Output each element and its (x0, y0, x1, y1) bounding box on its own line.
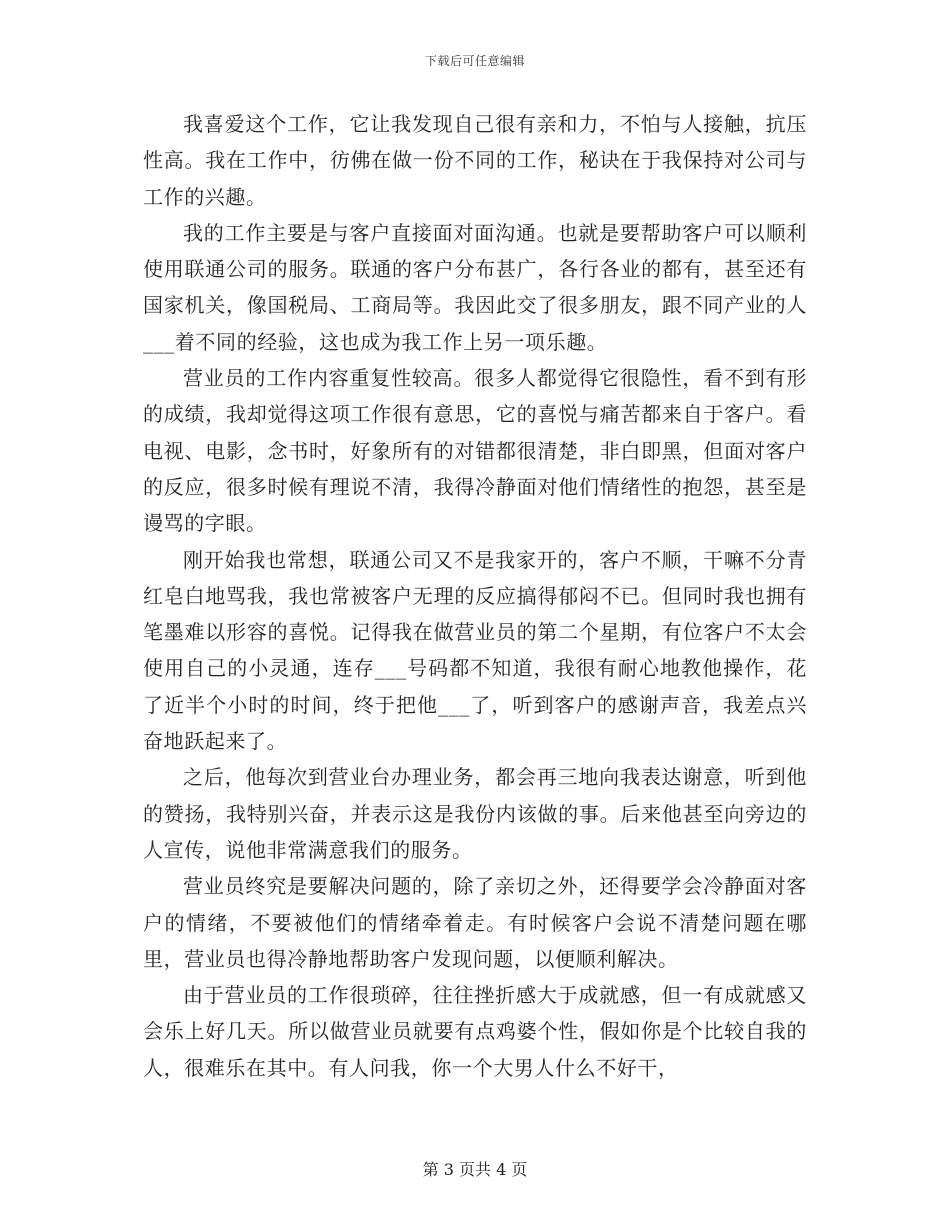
paragraph-7: 由于营业员的工作很琐碎，往往挫折感大于成就感，但一有成就感又会乐上好几天。所以做营业员就要有点鸡婆个性，假如你是个比较自我的人，很难乐在其中。有人问我，你一个大男人什么不好干， (143, 983, 807, 1080)
page-header: 下载后可任意编辑 (424, 54, 525, 68)
document-body (143, 106, 807, 1086)
paragraph-6: 营业员终究是要解决问题的，除了亲切之外，还得要学会冷静面对客户的情绪，不要被他们的情绪牵着走。有时候客户会说不清楚问题在哪里，营业员也得冷静地帮助客户发现问题，以便顺利解决。 (143, 874, 807, 971)
paragraph-1: 我喜爱这个工作，它让我发现自己很有亲和力，不怕与人接触，抗压性高。我在工作中，彷佛在做一份不同的工作，秘诀在于我保持对公司与工作的兴趣。 (143, 112, 807, 209)
paragraph-4: 刚开始我也常想，联通公司又不是我家开的，客户不顺，干嘛不分青红皂白地骂我，我也常被客户无理的反应搞得郁闷不已。但同时我也拥有笔墨难以形容的喜悦。记得我在做营业员的第二个星期，有位客户不太会使用自己的小灵通，连存___号码都不知道，我很有耐心地教他操作，花了近半个小时的时间，终于把他___了，听到客户的感谢声音，我差点兴奋地跃起来了。 (143, 547, 807, 754)
paragraph-3: 营业员的工作内容重复性较高。很多人都觉得它很隐性，看不到有形的成绩，我却觉得这项工作很有意思，它的喜悦与痛苦都来自于客户。看电视、电影，念书时，好象所有的对错都很清楚，非白即黑，但面对客户的反应，很多时候有理说不清，我得冷静面对他们情绪性的抱怨，甚至是谩骂的字眼。 (143, 366, 807, 536)
paragraph-2: 我的工作主要是与客户直接面对面沟通。也就是要帮助客户可以顺利使用联通公司的服务。联通的客户分布甚广，各行各业的都有，甚至还有国家机关，像国税局、工商局等。我因此交了很多朋友，跟不同产业的人___着不同的经验，这也成为我工作上另一项乐趣。 (143, 220, 807, 354)
page-number: 第 3 页共 4 页 (422, 1160, 528, 1179)
paragraph-5: 之后，他每次到营业台办理业务，都会再三地向我表达谢意，听到他的赞扬，我特别兴奋，并表示这是我份内该做的事。后来他甚至向旁边的人宣传，说他非常满意我们的服务。 (143, 765, 807, 862)
